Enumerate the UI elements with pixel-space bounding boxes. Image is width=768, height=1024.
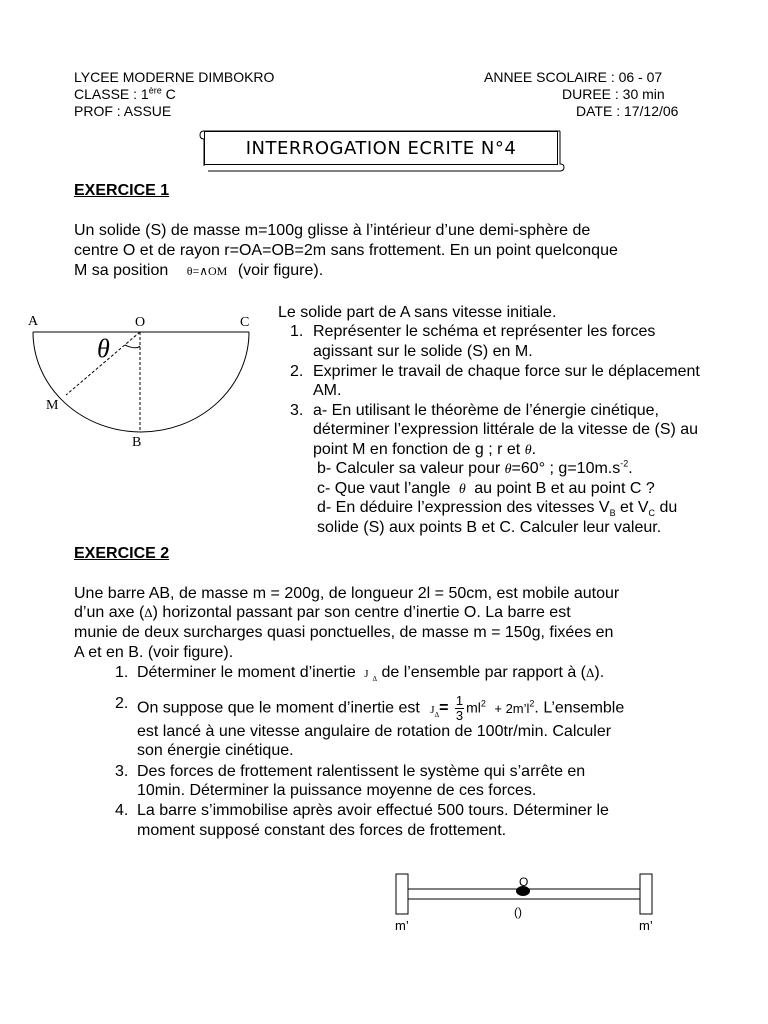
angle-formula: θ=∧OM: [186, 264, 228, 278]
ex1-start: Le solide part de A sans vitesse initiale.: [278, 304, 557, 321]
ex2-q1-line1: Déterminer le moment d’inertie J $_\Delta$ de l’ensemble par rapport à (Δ).: [137, 664, 605, 684]
ex1-q3a-line3: point M en fonction de g ; r et θ.: [313, 441, 537, 458]
ex1-intro-line1: Un solide (S) de masse m=100g glisse à l’intérieur d’une demi-sphère de: [74, 222, 591, 239]
bar-figure: [388, 868, 668, 940]
ex2-q1-number: 1.: [115, 664, 129, 681]
ex2-q2-line2: est lancé à une vitesse angulaire de rotation de 100tr/min. Calculer: [137, 723, 612, 740]
fig-label-m-left: m’: [395, 918, 409, 933]
ex1-q3a-line1: a- En utilisant le théorème de l’énergie cinétique,: [313, 402, 659, 419]
school-name: LYCEE MODERNE DIMBOKRO: [74, 69, 275, 85]
teacher-label: PROF : ASSUE: [74, 103, 172, 119]
ex2-para-line2: d’un axe (Δ) horizontal passant par son centre d’inertie O. La barre est: [74, 604, 571, 621]
left-mass: [396, 874, 408, 914]
ex2-para-line3: munie de deux surcharges quasi ponctuelles, de masse m = 150g, fixées en: [74, 624, 614, 641]
fig-label-axis: (): [514, 905, 522, 919]
ex1-q1-line2: agissant sur le solide (S) en M.: [313, 343, 533, 360]
ex1-q3c: c- Que vaut l’angle θ au point B et au point C ?: [317, 480, 655, 497]
ex2-q2-line3: son énergie cinétique.: [137, 742, 294, 759]
half-circle-arc: [33, 332, 249, 432]
ex1-intro-line2: centre O et de rayon r=OA=OB=2m sans frottement. En un point quelconque: [74, 242, 618, 259]
ex1-q3b: b- Calculer sa valeur pour θ=60° ; $g=10m.s^{-2}$.: [317, 458, 633, 477]
fig-label-m: M: [46, 398, 59, 413]
ex2-q3-line2: 10min. Déterminer la puissance moyenne de ces forces.: [137, 782, 537, 799]
date: DATE : 17/12/06: [576, 103, 679, 119]
ex2-q4-line1: La barre s’immobilise après avoir effectué 500 tours. Déterminer le: [137, 802, 609, 819]
ex1-q3-number: 3.: [290, 402, 304, 419]
ex1-q1-line1: Représenter le schéma et représenter les forces: [313, 323, 656, 340]
fig-label-o2: O: [519, 875, 529, 889]
ex2-q4-line2: moment supposé constant des forces de frottement.: [137, 822, 507, 839]
ex2-para-line4: A et en B. (voir figure).: [74, 644, 234, 661]
fig-label-b: B: [132, 435, 142, 450]
fig-label-o: O: [135, 315, 146, 330]
fig-label-a: A: [28, 314, 39, 329]
half-sphere-figure: [24, 310, 264, 455]
fig-label-c: C: [240, 315, 250, 330]
ex1-q3d-line1: d- En déduire l’expression des vitesses $V_B$ et $V_C$ du: [317, 499, 678, 519]
angle-arc: [125, 345, 140, 348]
ex1-intro-line3: M sa position θ=∧OM (voir figure).: [74, 262, 324, 279]
duration: DUREE : 30 min: [562, 86, 665, 102]
ex2-q2-line1: On suppose que le moment d’inertie est $J_\Delta=$ $\frac{1}{3}$ $ml^2$ + $2m’l^2$. L’ensemble: [137, 693, 625, 723]
exercise-2-heading: EXERCICE 2: [74, 545, 170, 562]
fig-label-m-right: m’: [639, 918, 653, 933]
page-title: INTERROGATION ECRITE N°4: [245, 138, 517, 159]
ex1-q3a-line2: déterminer l’expression littérale de la vitesse de (S) au: [313, 421, 699, 438]
ex2-para-line1: Une barre AB, de masse m = 200g, de longueur 2l = 50cm, est mobile autour: [74, 585, 620, 602]
school-year: ANNEE SCOLAIRE : 06 - 07: [484, 69, 663, 85]
scroll-decoration: [196, 126, 568, 172]
ex1-q1-number: 1.: [290, 323, 304, 340]
fraction: $\frac{1}{3}$: [455, 693, 464, 723]
ex2-q3-number: 3.: [115, 763, 129, 780]
exercise-1-heading: EXERCICE 1: [74, 182, 170, 199]
ex1-q2-line1: Exprimer le travail de chaque force sur le déplacement: [313, 363, 700, 380]
ex2-q4-number: 4.: [115, 802, 129, 819]
ex1-q2-number: 2.: [290, 363, 304, 380]
right-mass: [640, 874, 652, 914]
class-label: CLASSE : 1ère C: [74, 85, 176, 102]
ex1-q2-line2: AM.: [313, 382, 342, 399]
ex1-q3d-line2: solide (S) aux points B et C. Calculer leur valeur.: [317, 519, 662, 536]
ex2-q3-line1: Des forces de frottement ralentissent le système qui s’arrête en: [137, 763, 586, 780]
ex2-q2-number: 2.: [115, 695, 129, 712]
fig-label-theta: θ: [97, 334, 110, 363]
